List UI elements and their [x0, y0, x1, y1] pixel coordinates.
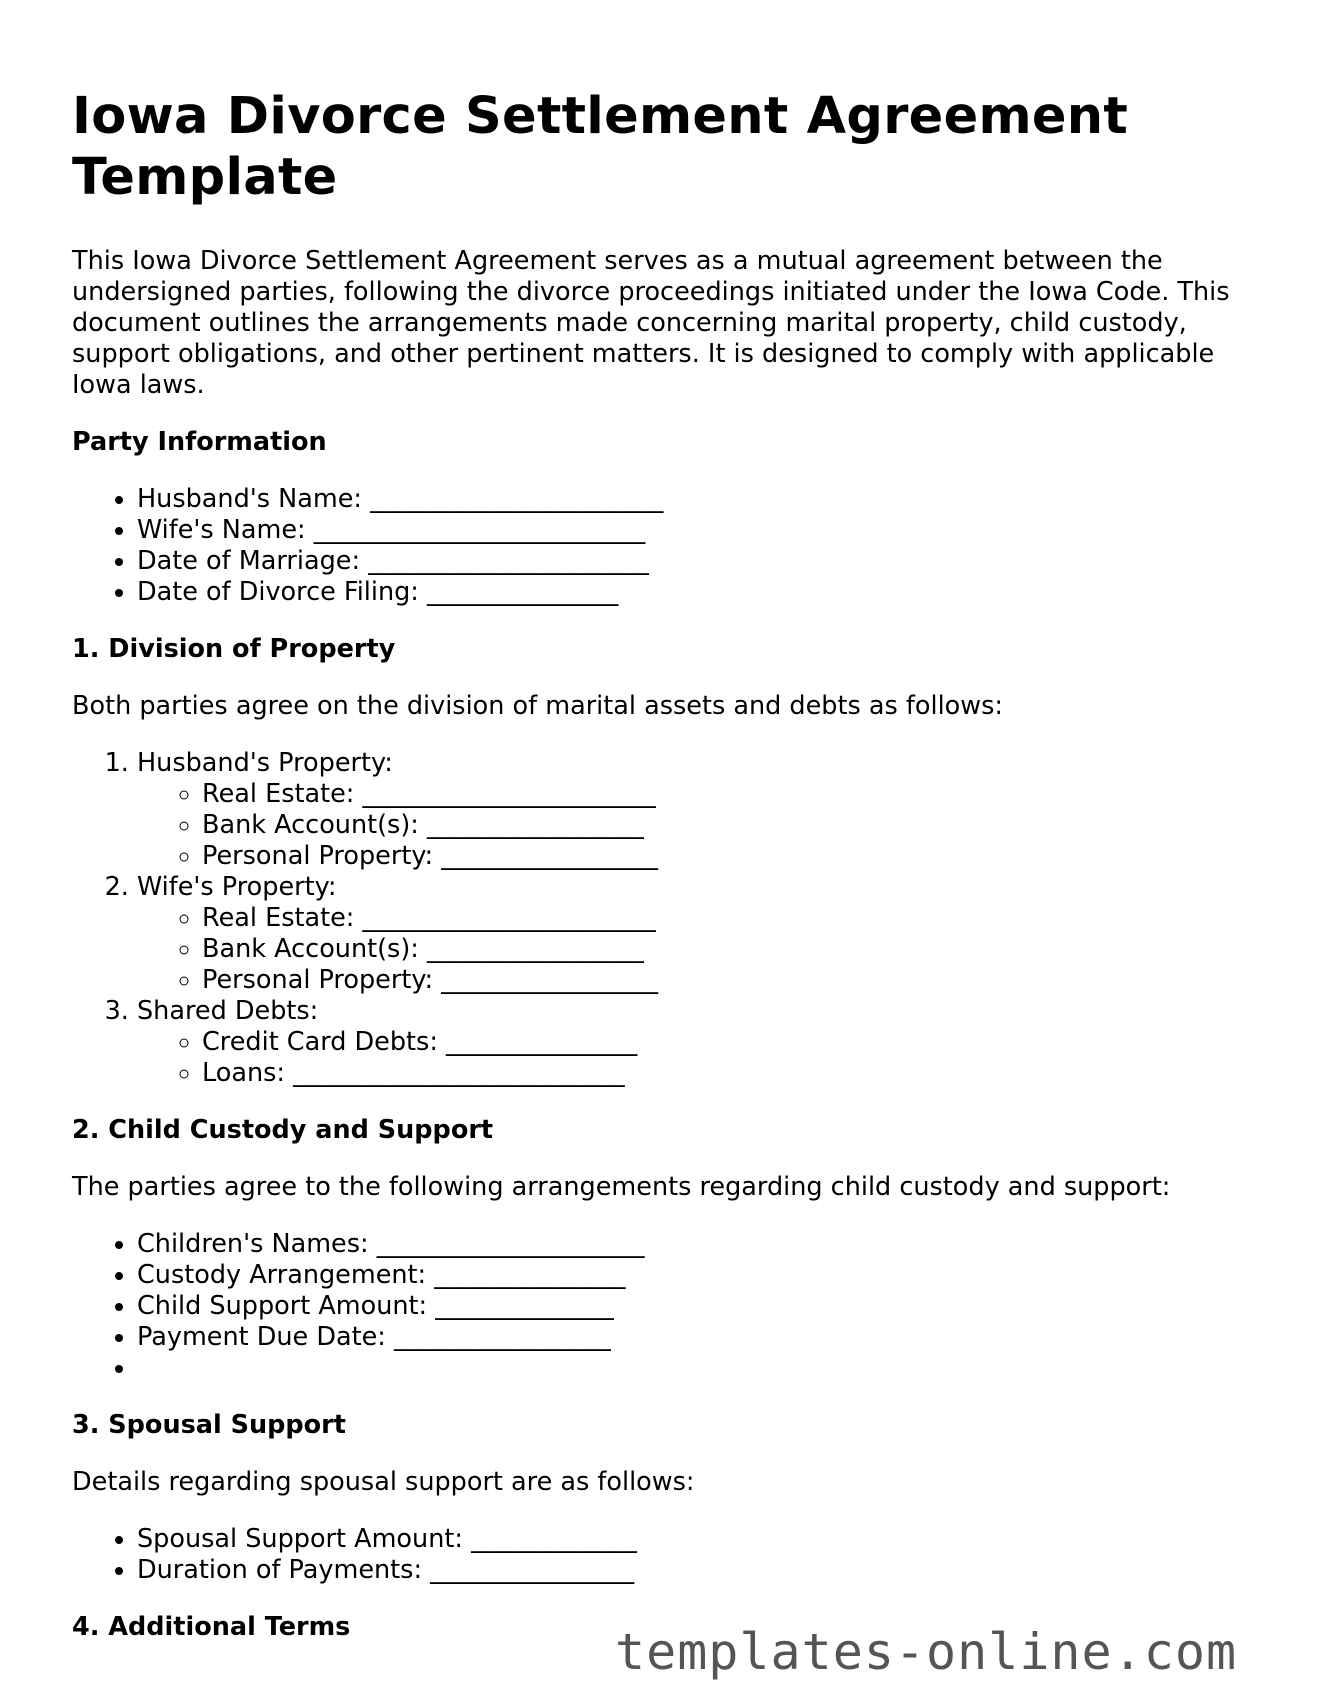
fill-in-blank: _______________ [446, 1027, 638, 1057]
field-label: Date of Marriage: [137, 546, 361, 576]
list-item [202, 1027, 1252, 1058]
fill-in-blank: _________________ [427, 934, 644, 964]
fill-in-blank: _______________________ [370, 484, 664, 514]
section-heading-division-of-property: 1. Division of Property [72, 634, 396, 664]
list-item [137, 1291, 1252, 1322]
group-label: Wife's Property: [137, 872, 337, 902]
section-lead-text: Both parties agree on the division of marital assets and debts as follows: [72, 691, 1003, 721]
fill-in-blank: _____________ [471, 1524, 637, 1554]
fill-in-blank: _______________ [427, 577, 619, 607]
property-group-husband [137, 748, 1252, 872]
section-heading-additional-terms: 4. Additional Terms [72, 1612, 351, 1642]
fill-in-blank: _________________ [441, 841, 659, 871]
fill-in-blank: _________________ [441, 965, 659, 995]
list-item [202, 810, 1252, 841]
field-label: Children's Names: [137, 1229, 369, 1259]
group-label: Husband's Property: [137, 748, 393, 778]
section-heading-spousal-support: 3. Spousal Support [72, 1410, 346, 1440]
list-item [202, 779, 1252, 810]
intro-paragraph: This Iowa Divorce Settlement Agreement serves as a mutual agreement between the undersigned parties, following the divorce proceedings initiated under the Iowa Code. This document outlines the arrangements made concerning marital property, child custody, support obligations, and other pertinent matters. It is designed to comply with applicable Iowa laws. [72, 246, 1230, 400]
list-item [202, 1058, 1252, 1089]
field-label: Duration of Payments: [137, 1555, 423, 1585]
field-label: Loans: [202, 1058, 286, 1088]
fill-in-blank: ______________ [435, 1291, 614, 1321]
list-item [137, 1555, 1252, 1586]
property-group-shared-debts [137, 996, 1252, 1089]
list-item [137, 577, 1252, 608]
watermark-text: templates-online.com [615, 1623, 1238, 1681]
field-label: Spousal Support Amount: [137, 1524, 463, 1554]
list-item [137, 515, 1252, 546]
property-group-wife [137, 872, 1252, 996]
list-item [137, 1524, 1252, 1555]
field-label: Bank Account(s): [202, 810, 419, 840]
section-lead-text: Details regarding spousal support are as follows: [72, 1467, 695, 1497]
fill-in-blank: _______________________ [362, 779, 656, 809]
property-sublist [137, 779, 1252, 872]
property-sublist [137, 1027, 1252, 1089]
field-label: Real Estate: [202, 903, 355, 933]
page-title: Iowa Divorce Settlement Agreement Template [72, 87, 1129, 207]
list-item [137, 484, 1252, 515]
fill-in-blank: _________________ [427, 810, 644, 840]
field-label: Date of Divorce Filing: [137, 577, 419, 607]
custody-list [72, 1229, 1252, 1384]
list-item [137, 546, 1252, 577]
list-item [137, 1322, 1252, 1353]
fill-in-blank: ________________ [430, 1555, 635, 1585]
field-label: Husband's Name: [137, 484, 363, 514]
section-heading-party-information: Party Information [72, 427, 327, 457]
list-item [202, 934, 1252, 965]
fill-in-blank: __________________________ [313, 515, 646, 545]
field-label: Child Support Amount: [137, 1291, 428, 1321]
fill-in-blank: _________________ [393, 1322, 611, 1352]
field-label: Bank Account(s): [202, 934, 419, 964]
field-label: Custody Arrangement: [137, 1260, 427, 1290]
field-label: Real Estate: [202, 779, 355, 809]
document-page [72, 86, 1252, 1669]
fill-in-blank: _______________________ [362, 903, 656, 933]
fill-in-blank: _______________ [434, 1260, 626, 1290]
list-item [202, 841, 1252, 872]
field-label: Payment Due Date: [137, 1322, 386, 1352]
section-lead-text: The parties agree to the following arrangements regarding child custody and support: [72, 1172, 1171, 1202]
list-item [202, 903, 1252, 934]
section-heading-child-custody: 2. Child Custody and Support [72, 1115, 494, 1145]
field-label: Personal Property: [202, 965, 434, 995]
list-item [137, 1229, 1252, 1260]
list-item [202, 965, 1252, 996]
field-label: Credit Card Debts: [202, 1027, 438, 1057]
list-item [137, 1260, 1252, 1291]
property-sublist [137, 903, 1252, 996]
property-list [72, 748, 1252, 1089]
field-label: Personal Property: [202, 841, 434, 871]
group-label: Shared Debts: [137, 996, 319, 1026]
list-item-empty [137, 1353, 1252, 1384]
fill-in-blank: _____________________ [376, 1229, 645, 1259]
spousal-support-list [72, 1524, 1252, 1586]
fill-in-blank: ______________________ [368, 546, 649, 576]
fill-in-blank: __________________________ [293, 1058, 625, 1088]
party-information-list [72, 484, 1252, 608]
field-label: Wife's Name: [137, 515, 306, 545]
